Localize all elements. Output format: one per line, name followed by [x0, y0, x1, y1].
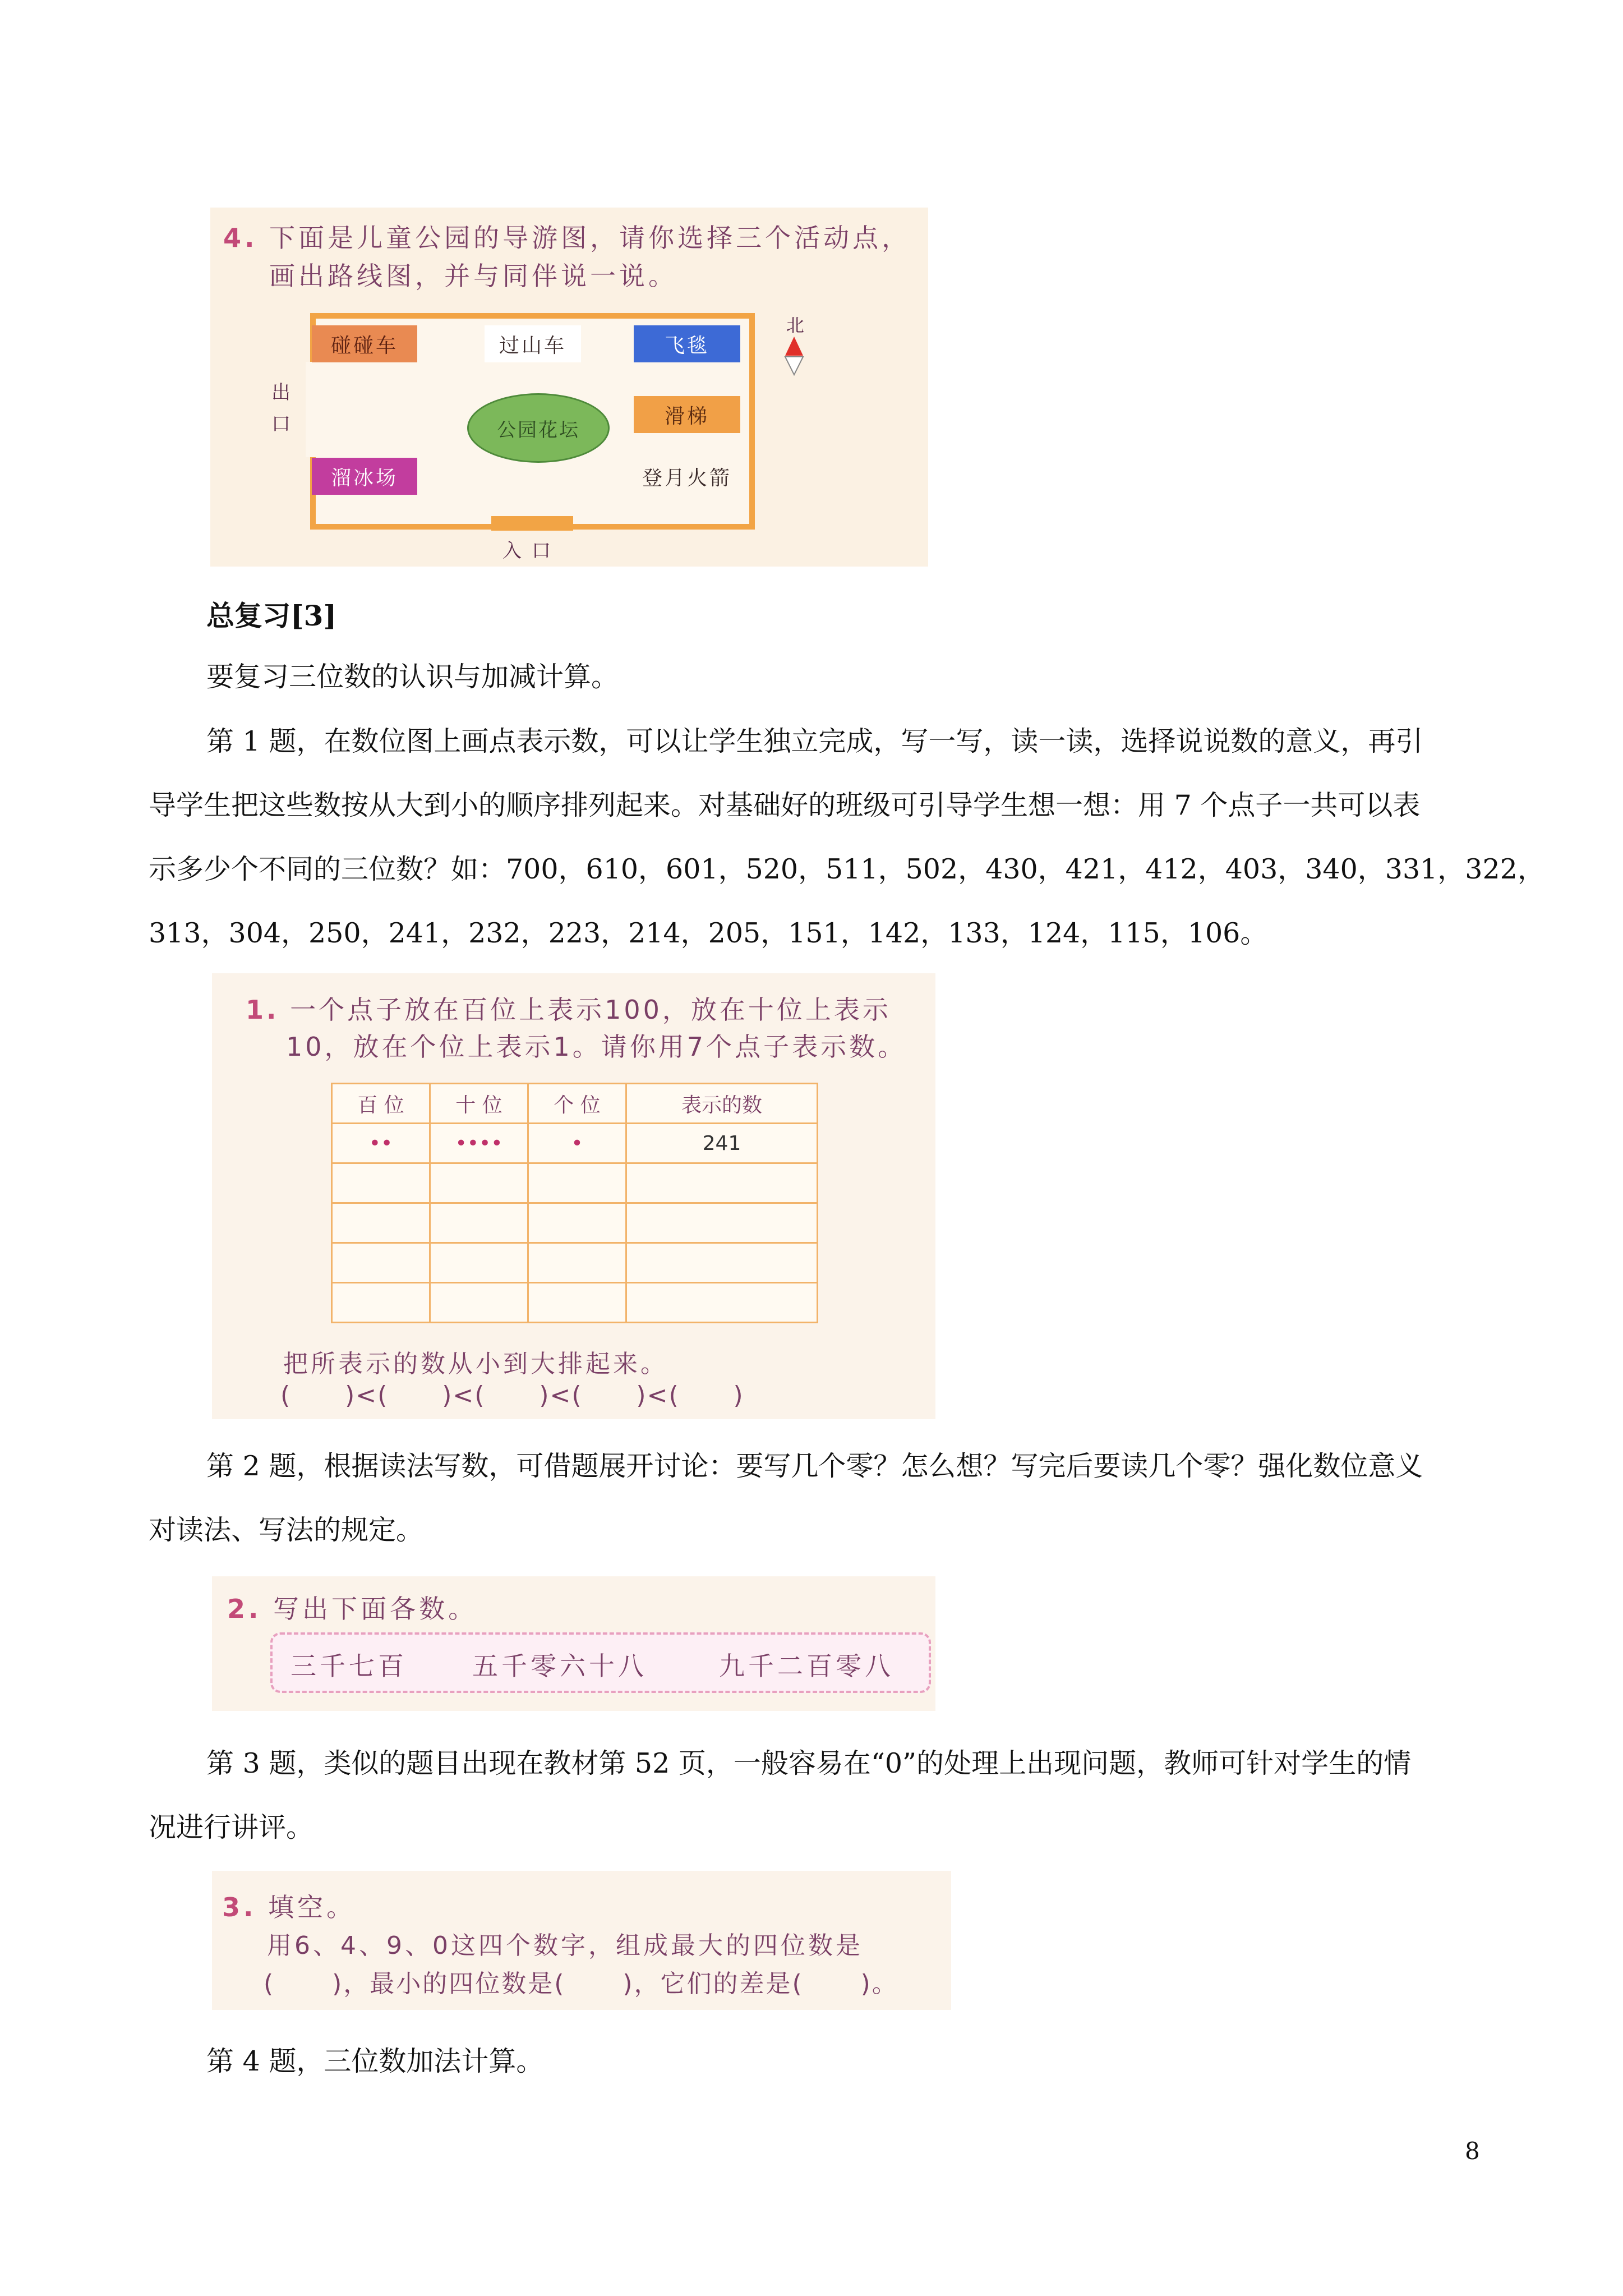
table-row[interactable]	[332, 1283, 818, 1323]
header-ones: 个 位	[528, 1084, 626, 1124]
example-hundreds-dots: ••	[332, 1124, 430, 1163]
para3-line2: 况进行讲评。	[149, 1811, 314, 1843]
para2-line1: 第 2 题，根据读法写数，可借题展开讨论：要写几个零？怎么想？写完后要读几个零？强化数位意义	[206, 1450, 1423, 1482]
fill-problem-line2[interactable]: ( )，最小的四位数是( )，它们的差是( )。	[264, 1970, 898, 1998]
table-row[interactable]	[332, 1203, 818, 1243]
table-header-row	[332, 1084, 818, 1124]
para1-line3: 示多少个不同的三位数？如：700，610，601，520，511，502，430，421，412，403，340，331，322，	[149, 853, 1545, 885]
table-row	[332, 1124, 818, 1163]
entrance-gap	[491, 516, 573, 531]
dot-table	[331, 1083, 818, 1323]
table-row[interactable]	[332, 1243, 818, 1283]
para1-line2: 导学生把这些数按从大到小的顺序排列起来。对基础好的班级可引导学生想一想：用 7 个点子一共可以表	[149, 789, 1421, 821]
number-word-2: 五千零六十八	[472, 1651, 647, 1681]
table-row[interactable]	[332, 1163, 818, 1203]
para4: 第 4 题，三位数加法计算。	[206, 2045, 544, 2077]
slide-box: 滑梯	[634, 396, 740, 433]
roller-coaster-box: 过山车	[485, 325, 581, 362]
entrance-label: 入口	[502, 540, 561, 562]
flying-carpet-box: 飞毯	[634, 325, 740, 362]
dot-problem-line2: 10，放在个位上表示1。请你用7个点子表示数。	[286, 1032, 907, 1062]
header-number: 表示的数	[626, 1084, 818, 1124]
example-number: 241	[626, 1124, 818, 1163]
sort-blanks[interactable]: ( )<( )<( )<( )<( )	[280, 1381, 744, 1410]
fill-problem-text: 填空。	[268, 1892, 356, 1922]
map-problem-line2: 画出路线图，并与同伴说一说。	[269, 261, 677, 291]
page-number: 8	[1465, 2137, 1480, 2165]
exit-label: 出 口	[271, 381, 291, 435]
example-tens-dots: ••••	[430, 1124, 528, 1163]
number-word-3: 九千二百零八	[719, 1651, 894, 1681]
map-problem-number: 4.	[223, 223, 258, 253]
sort-prompt: 把所表示的数从小到大排起来。	[283, 1350, 668, 1378]
map-problem-text1: 下面是儿童公园的导游图，请你选择三个活动点，	[269, 223, 911, 253]
fill-problem-title	[222, 1887, 356, 1924]
moon-rocket-box: 登月火箭	[634, 458, 740, 495]
header-tens: 十 位	[430, 1084, 528, 1124]
north-label: 北	[786, 315, 805, 336]
para3-line1: 第 3 题，类似的题目出现在教材第 52 页，一般容易在“0”的处理上出现问题，教师可针对学生的情	[206, 1747, 1412, 1779]
write-problem-number: 2.	[227, 1594, 262, 1624]
write-problem-title	[227, 1589, 477, 1626]
bumper-cars-box: 碰碰车	[312, 325, 417, 362]
dot-problem-text1: 一个点子放在百位上表示100，放在十位上表示	[290, 995, 891, 1025]
para1-line4: 313，304，250，241，232，223，214，205，151，142，133，124，115，106。	[149, 917, 1268, 949]
para1-line1: 第 1 题，在数位图上画点表示数，可以让学生独立完成，写一写，读一读，选择说说数的意义，再引	[206, 725, 1423, 757]
write-problem-text: 写出下面各数。	[273, 1594, 478, 1624]
section-heading: 总复习[3]	[206, 599, 337, 632]
dot-problem-number: 1.	[246, 995, 279, 1025]
flower-bed-oval: 公园花坛	[467, 393, 610, 463]
map-problem-line1	[223, 218, 911, 255]
fill-problem-number: 3.	[222, 1892, 257, 1922]
ice-rink-box: 溜冰场	[312, 458, 417, 495]
north-arrow-icon	[783, 335, 805, 377]
dot-problem-line1	[246, 990, 891, 1027]
intro-text: 要复习三位数的认识与加减计算。	[206, 661, 619, 693]
fill-problem-line1: 用6、4、9、0这四个数字，组成最大的四位数是	[267, 1931, 863, 1960]
example-ones-dots: •	[528, 1124, 626, 1163]
number-word-1: 三千七百	[291, 1651, 407, 1681]
header-hundreds: 百 位	[332, 1084, 430, 1124]
para2-line2: 对读法、写法的规定。	[149, 1514, 424, 1546]
exit-gap	[306, 362, 320, 457]
